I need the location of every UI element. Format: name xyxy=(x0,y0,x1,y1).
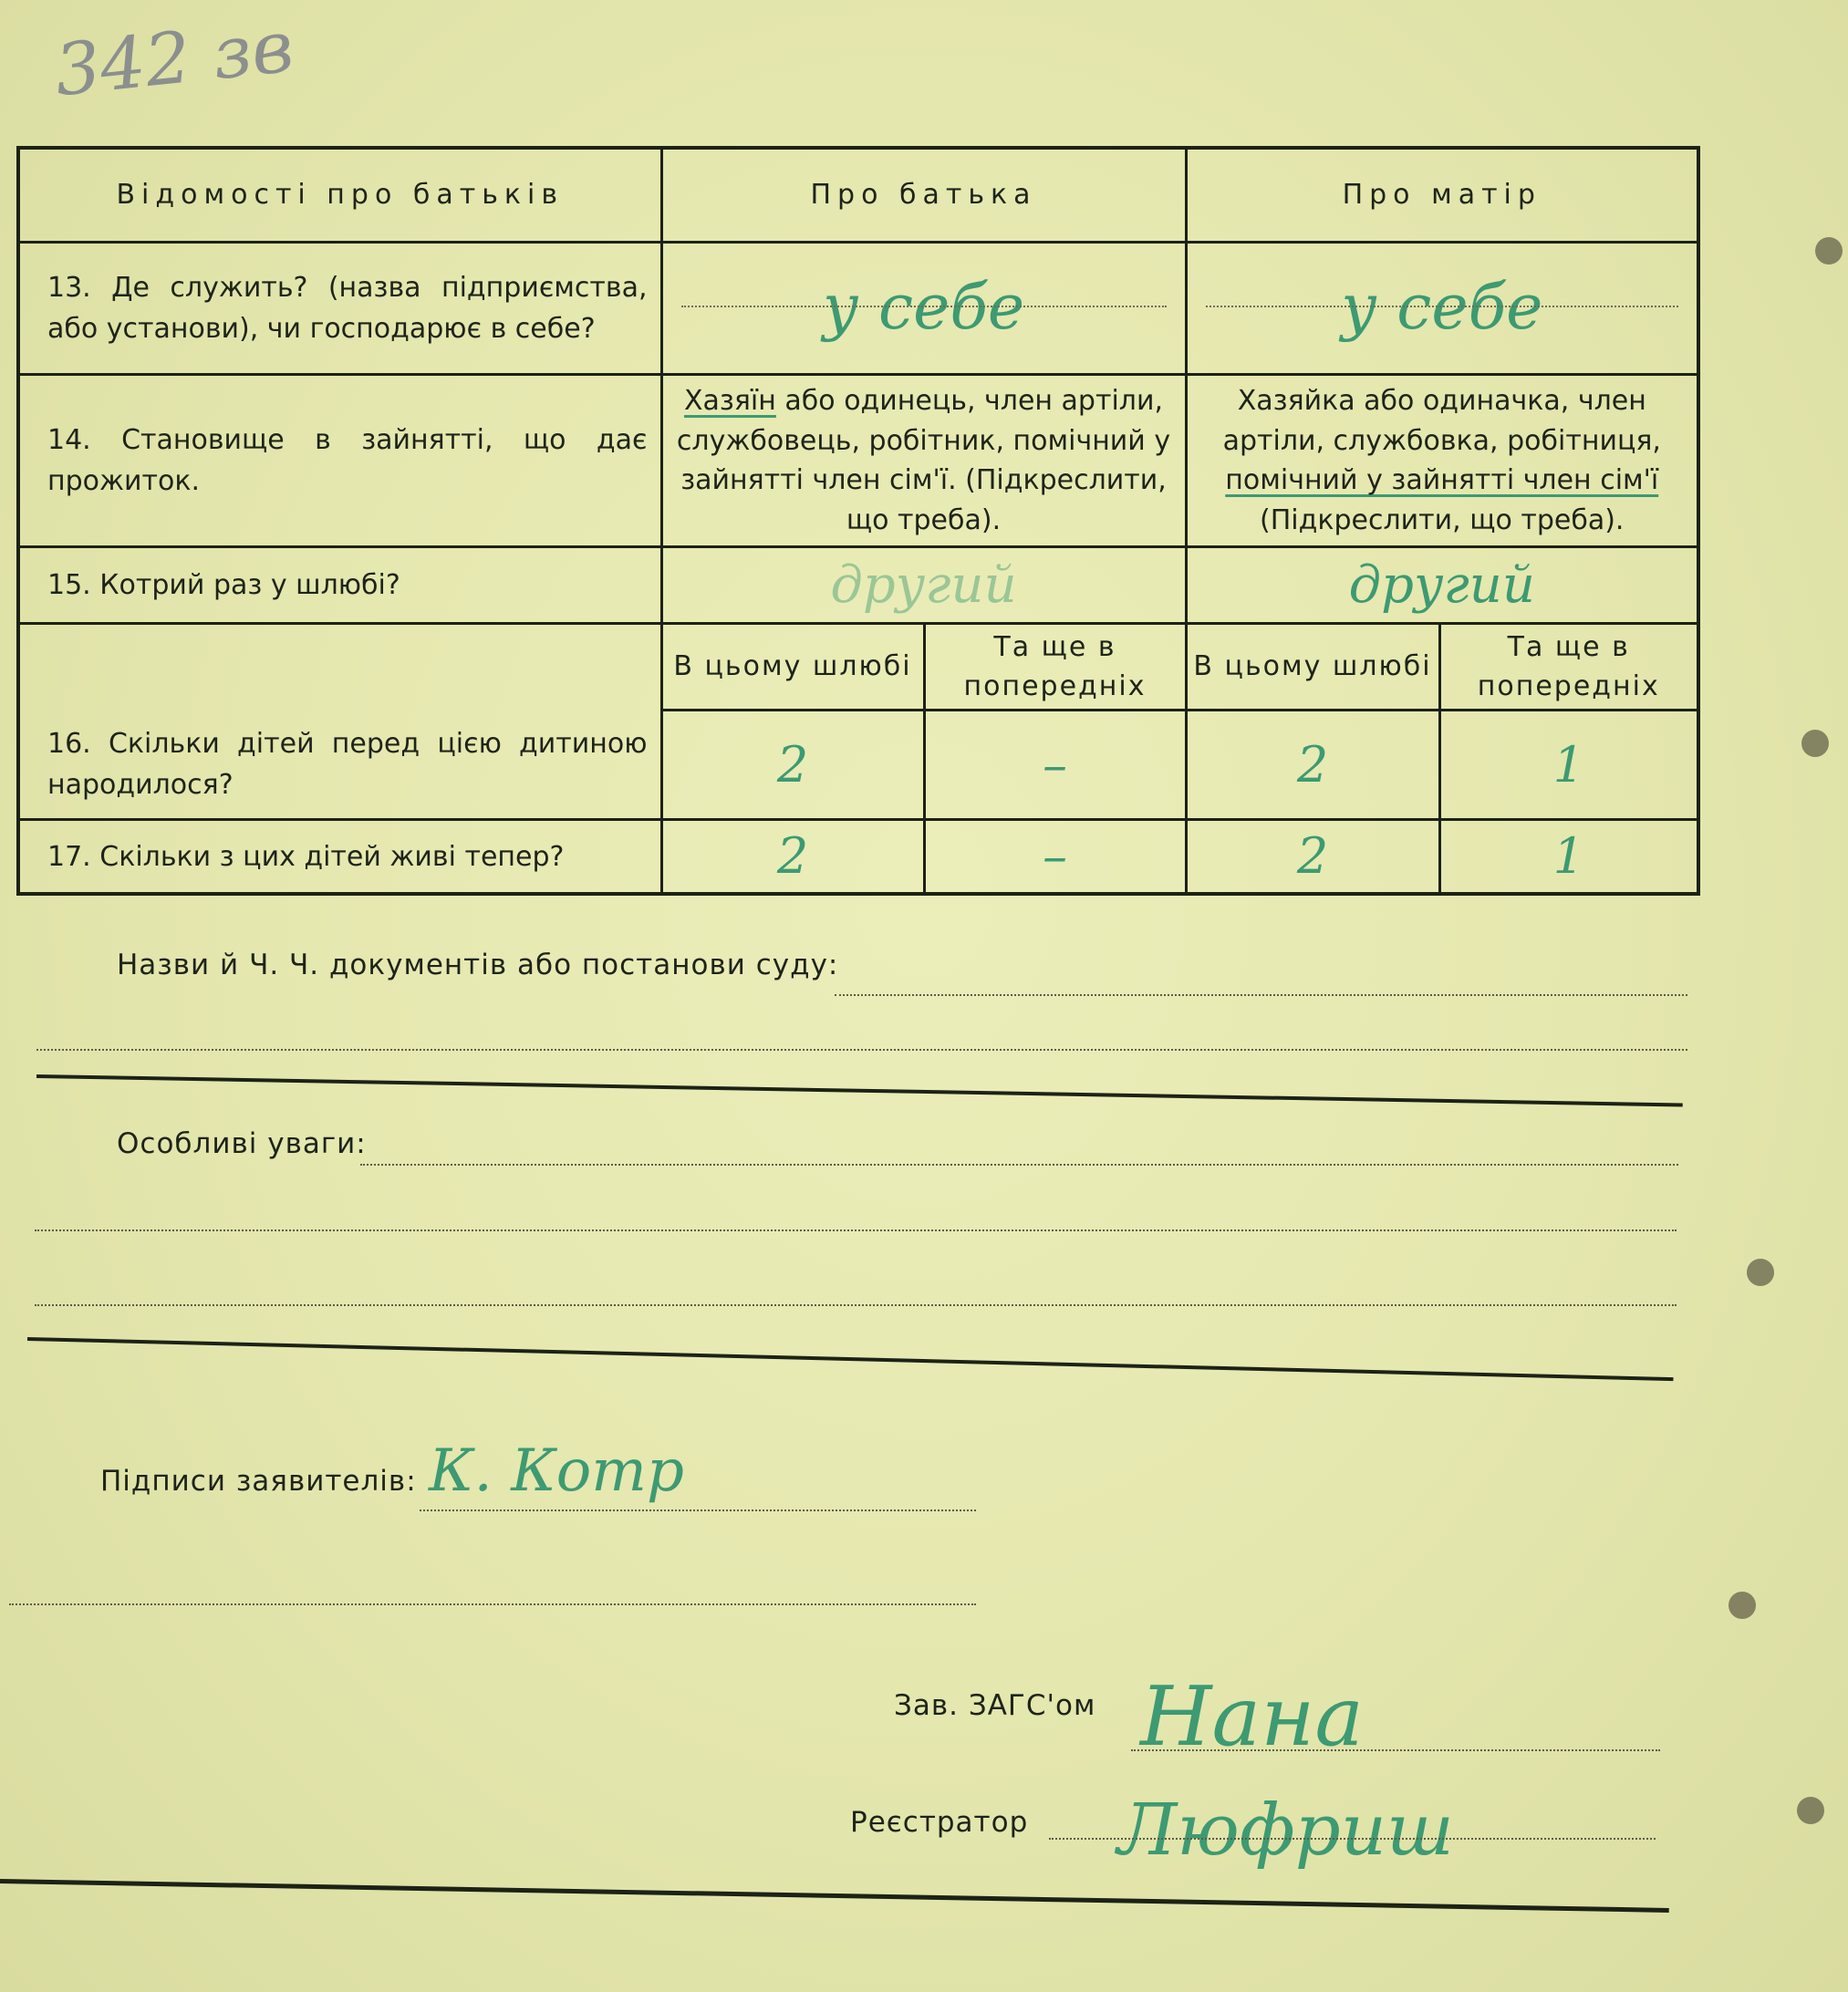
dotted-line xyxy=(1206,306,1679,307)
q13-label-cell xyxy=(18,243,661,375)
subheader-father-previous: Та ще в попередніх xyxy=(924,624,1186,711)
head-label: Зав. ЗАГС'ом xyxy=(894,1689,1096,1722)
q15-father-answer: другий xyxy=(830,555,1017,615)
q15-mother-cell xyxy=(1186,547,1698,624)
q13-label: 13. Де служить? (назва підприємства, або установи), чи господарює в себе? xyxy=(47,272,648,345)
parents-info-table xyxy=(16,146,1700,896)
dotted-line xyxy=(681,306,1167,307)
subheader-father-this: В цьому шлюбі xyxy=(661,624,924,711)
q17-mother-this: 2 xyxy=(1296,827,1329,886)
q15-father-cell xyxy=(661,547,1186,624)
q16-mother-this-cell xyxy=(1186,711,1439,820)
subheader-mother-previous: Та ще в попередніх xyxy=(1439,624,1698,711)
bottom-divider xyxy=(0,1879,1669,1913)
q14-mother-options xyxy=(1186,375,1698,547)
binding-hole xyxy=(1801,730,1829,757)
q13-mother-cell xyxy=(1186,243,1698,375)
q16-father-prev: – xyxy=(1043,735,1067,794)
q13-father-answer: у себе xyxy=(822,271,1025,344)
q17-father-prev: – xyxy=(1043,827,1067,886)
q13-father-cell xyxy=(661,243,1186,375)
remarks-label: Особливі уваги: xyxy=(117,1127,367,1160)
q14-father-options xyxy=(661,375,1186,547)
documents-line-2 xyxy=(36,1049,1687,1051)
q16-label: 16. Скільки дітей перед цією дитиною народилося? xyxy=(47,728,648,802)
q14-label-cell xyxy=(18,375,661,547)
row-q15 xyxy=(18,547,1698,624)
q17-mother-this-cell xyxy=(1186,820,1439,895)
registrar-signature: Люфриш xyxy=(1117,1790,1454,1872)
documents-divider xyxy=(36,1074,1683,1107)
q14-mother-selected: помічний у зайнятті член сім'ї xyxy=(1225,464,1659,496)
header-mother: Про матір xyxy=(1186,148,1698,243)
applicants-label: Підписи заявителів: xyxy=(100,1465,417,1498)
remarks-line-2 xyxy=(35,1229,1677,1231)
table-header-row xyxy=(18,148,1698,243)
q15-label: 15. Котрий раз у шлюбі? xyxy=(47,569,400,602)
applicants-line-2 xyxy=(9,1603,976,1605)
q16-mother-prev: 1 xyxy=(1552,735,1584,794)
q13-mother-answer: у себе xyxy=(1341,271,1543,344)
remarks-divider xyxy=(27,1337,1674,1381)
subheader-mother-this: В цьому шлюбі xyxy=(1186,624,1439,711)
registrar-label: Реєстратор xyxy=(850,1806,1029,1839)
header-father: Про батька xyxy=(661,148,1186,243)
header-parents-info: Відомості про батьків xyxy=(18,148,661,243)
q14-mother-options-prefix: Хазяйка або одиначка, член артіли, службовка, робітниця, xyxy=(1222,385,1661,457)
q16-father-prev-cell xyxy=(924,711,1186,820)
q15-label-cell xyxy=(18,547,661,624)
applicant-signature: К. Котр xyxy=(429,1437,684,1505)
head-line xyxy=(1131,1749,1660,1751)
row-subheaders xyxy=(18,624,1698,711)
q16-father-this-cell xyxy=(661,711,924,820)
binding-hole xyxy=(1729,1592,1756,1619)
applicants-line-1 xyxy=(420,1510,976,1511)
binding-hole xyxy=(1815,237,1843,265)
registrar-line xyxy=(1049,1838,1656,1840)
q14-label: 14. Становище в зайнятті, що дає прожиток. xyxy=(47,424,648,497)
documents-label: Назви й Ч. Ч. документів або постанови суду: xyxy=(117,949,839,981)
q14-father-options-text: або одинець, член артіли, службовець, робітник, помічний у зайнятті член сім'ї. (Підкреслити, що треба). xyxy=(676,385,1171,536)
archive-number-mark: 342 зв xyxy=(51,5,297,113)
q16-father-this: 2 xyxy=(776,735,809,794)
q15-mother-answer: другий xyxy=(1348,555,1535,615)
q17-mother-prev: 1 xyxy=(1552,827,1584,886)
q17-father-prev-cell xyxy=(924,820,1186,895)
binding-hole xyxy=(1797,1797,1824,1824)
q17-father-this: 2 xyxy=(776,827,809,886)
documents-line-1 xyxy=(835,994,1687,996)
q17-label-cell xyxy=(18,820,661,895)
row-q17 xyxy=(18,820,1698,895)
q17-label: 17. Скільки з цих дітей живі тепер? xyxy=(47,840,565,873)
binding-hole xyxy=(1747,1259,1774,1286)
remarks-line-1 xyxy=(360,1164,1678,1166)
row-q13 xyxy=(18,243,1698,375)
head-signature: Нана xyxy=(1140,1669,1365,1765)
remarks-line-3 xyxy=(35,1304,1677,1306)
q14-mother-options-suffix: (Підкреслити, що треба). xyxy=(1260,503,1625,536)
q16-label-cell xyxy=(18,624,661,820)
q16-mother-this: 2 xyxy=(1296,735,1329,794)
q17-father-this-cell xyxy=(661,820,924,895)
q14-father-selected: Хазяїн xyxy=(684,385,776,417)
q16-mother-prev-cell xyxy=(1439,711,1698,820)
q17-mother-prev-cell xyxy=(1439,820,1698,895)
row-q14 xyxy=(18,375,1698,547)
